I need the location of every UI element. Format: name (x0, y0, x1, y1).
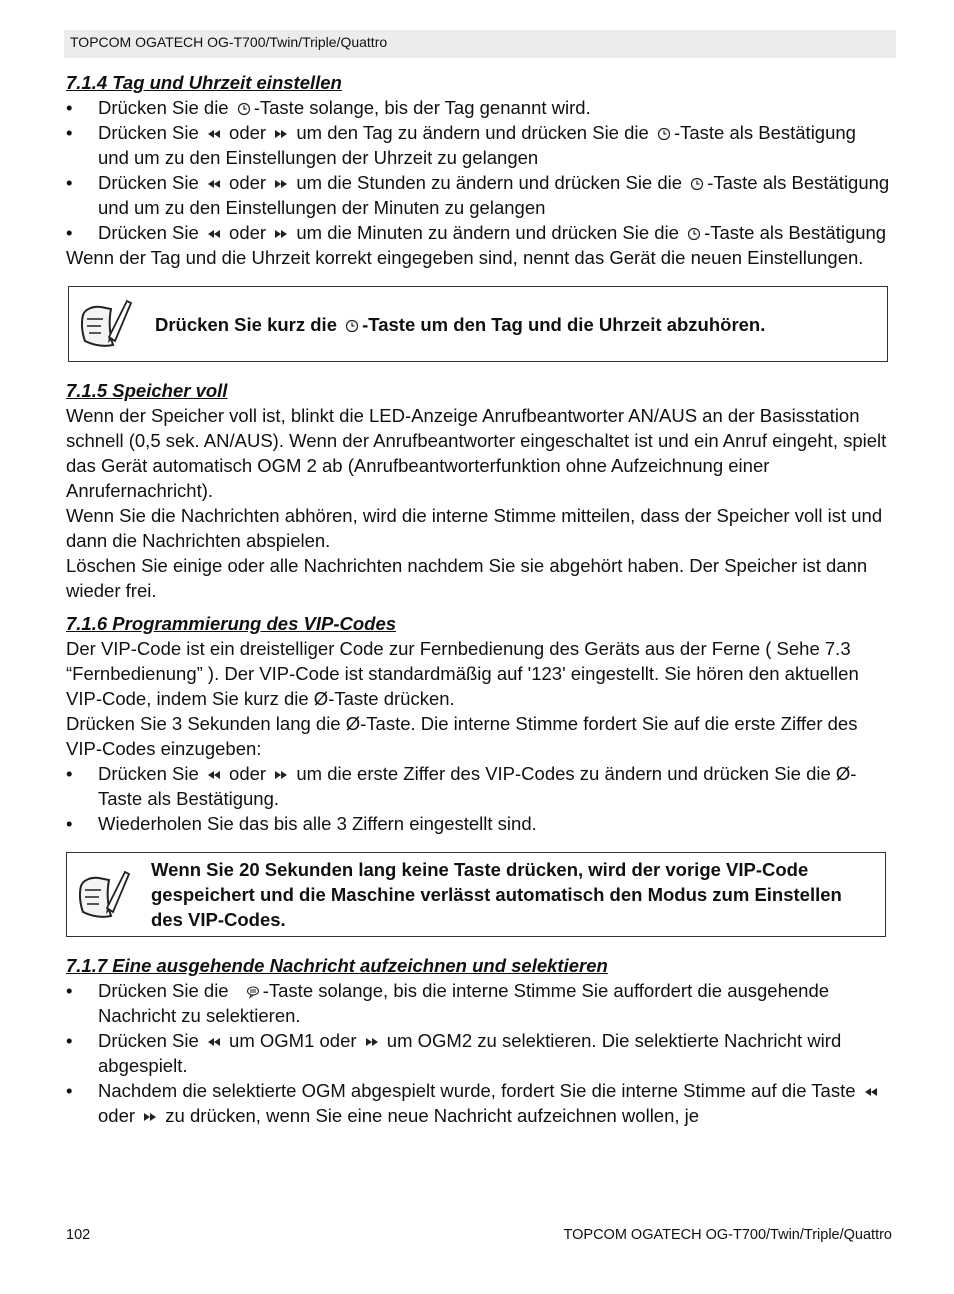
note-pencil-icon (67, 860, 137, 930)
paragraph: Der VIP-Code ist ein dreistelliger Code zur Fernbedienung des Geräts aus der Ferne ( Sehe 7.3 “Fernbedienung” ). Der VIP-Code ist standardmäßig auf '123' eingestellt. Sie hören den aktuellen VIP-Code, indem Sie kurz die Ø-Taste drücken. (66, 638, 859, 709)
speech-bubble-icon (246, 985, 260, 999)
rewind-icon (864, 1085, 878, 1099)
note-text: Drücken Sie kurz die -Taste um den Tag und die Uhrzeit abzuhören. (155, 313, 766, 335)
list-item: • Drücken Sie die -Taste solange, bis die interne Stimme Sie auffordert die ausgehende Nachricht zu selektieren. (66, 978, 890, 1028)
paragraph: Wenn der Speicher voll ist, blinkt die LED-Anzeige Anrufbeantworter AN/AUS an der Basisstation schnell (0,5 sek. AN/AUS). Wenn der Anrufbeantworter eingeschaltet ist und ein Anruf eingeht, spielt das Gerät automatisch OGM 2 ab (Anrufbeantworterfunktion ohne Aufzeichnung einer Anrufernachricht). (66, 405, 887, 501)
list-7-1-6 (66, 761, 890, 836)
paragraph: Drücken Sie 3 Sekunden lang die Ø-Taste. Die interne Stimme fordert Sie auf die erste Ziffer des VIP-Codes einzugeben: (66, 713, 858, 759)
fast-forward-icon (274, 768, 288, 782)
fast-forward-icon (365, 1035, 379, 1049)
clock-icon (345, 319, 359, 333)
list-item: • Drücken Sie die -Taste solange, bis der Tag genannt wird. (66, 95, 890, 120)
note-box (66, 852, 886, 937)
heading-7-1-6: 7.1.6 Programmierung des VIP-Codes (66, 613, 397, 634)
list-item: • Drücken Sie oder um die erste Ziffer des VIP-Codes zu ändern und drücken Sie die Ø-Taste als Bestätigung. (66, 761, 890, 811)
page-content (66, 70, 890, 1128)
page-header (64, 30, 896, 58)
list-7-1-4 (66, 95, 890, 245)
list-item: • Drücken Sie oder um die Stunden zu ändern und drücken Sie die -Taste als Bestätigung und um zu den Einstellungen der Minuten zu gelangen (66, 170, 890, 220)
clock-icon (657, 127, 671, 141)
header-title: TOPCOM OGATECH OG-T700/Twin/Triple/Quattro (70, 34, 388, 50)
list-7-1-7 (66, 978, 890, 1128)
list-item: • Drücken Sie um OGM1 oder um OGM2 zu selektieren. Die selektierte Nachricht wird abgespielt. (66, 1028, 890, 1078)
footer-title: TOPCOM OGATECH OG-T700/Twin/Triple/Quattro (563, 1227, 892, 1243)
clock-icon (237, 102, 251, 116)
heading-7-1-7: 7.1.7 Eine ausgehende Nachricht aufzeichnen und selektieren (66, 955, 608, 976)
heading-7-1-4: 7.1.4 Tag und Uhrzeit einstellen (66, 72, 342, 93)
list-item: • Wiederholen Sie das bis alle 3 Ziffern eingestellt sind. (66, 811, 890, 836)
clock-icon (690, 177, 704, 191)
note-pencil-icon (69, 289, 139, 359)
rewind-icon (207, 227, 221, 241)
rewind-icon (207, 177, 221, 191)
note-box (68, 286, 888, 362)
rewind-icon (207, 1035, 221, 1049)
list-item: • Drücken Sie oder um den Tag zu ändern und drücken Sie die -Taste als Bestätigung und um zu den Einstellungen der Uhrzeit zu gelangen (66, 120, 890, 170)
fast-forward-icon (143, 1110, 157, 1124)
fast-forward-icon (274, 127, 288, 141)
clock-icon (687, 227, 701, 241)
list-item: • Nachdem die selektierte OGM abgespielt wurde, fordert Sie die interne Stimme auf die Taste oder zu drücken, wenn Sie eine neue Nachricht aufzeichnen wollen, je (66, 1078, 890, 1128)
rewind-icon (207, 768, 221, 782)
rewind-icon (207, 127, 221, 141)
note-text: Wenn Sie 20 Sekunden lang keine Taste drücken, wird der vorige VIP-Code gespeichert und die Maschine verlässt automatisch den Modus zum Einstellen des VIP-Codes. (151, 859, 842, 930)
page-number: 102 (66, 1227, 91, 1243)
paragraph: Wenn Sie die Nachrichten abhören, wird die interne Stimme mitteilen, dass der Speicher voll ist und dann die Nachrichten abspielen. (66, 505, 883, 551)
heading-7-1-5: 7.1.5 Speicher voll (66, 380, 228, 401)
paragraph: Wenn der Tag und die Uhrzeit korrekt eingegeben sind, nennt das Gerät die neuen Einstellungen. (66, 247, 864, 268)
fast-forward-icon (274, 227, 288, 241)
paragraph: Löschen Sie einige oder alle Nachrichten nachdem Sie sie abgehört haben. Der Speicher ist dann wieder frei. (66, 555, 868, 601)
list-item: • Drücken Sie oder um die Minuten zu ändern und drücken Sie die -Taste als Bestätigung (66, 220, 890, 245)
fast-forward-icon (274, 177, 288, 191)
